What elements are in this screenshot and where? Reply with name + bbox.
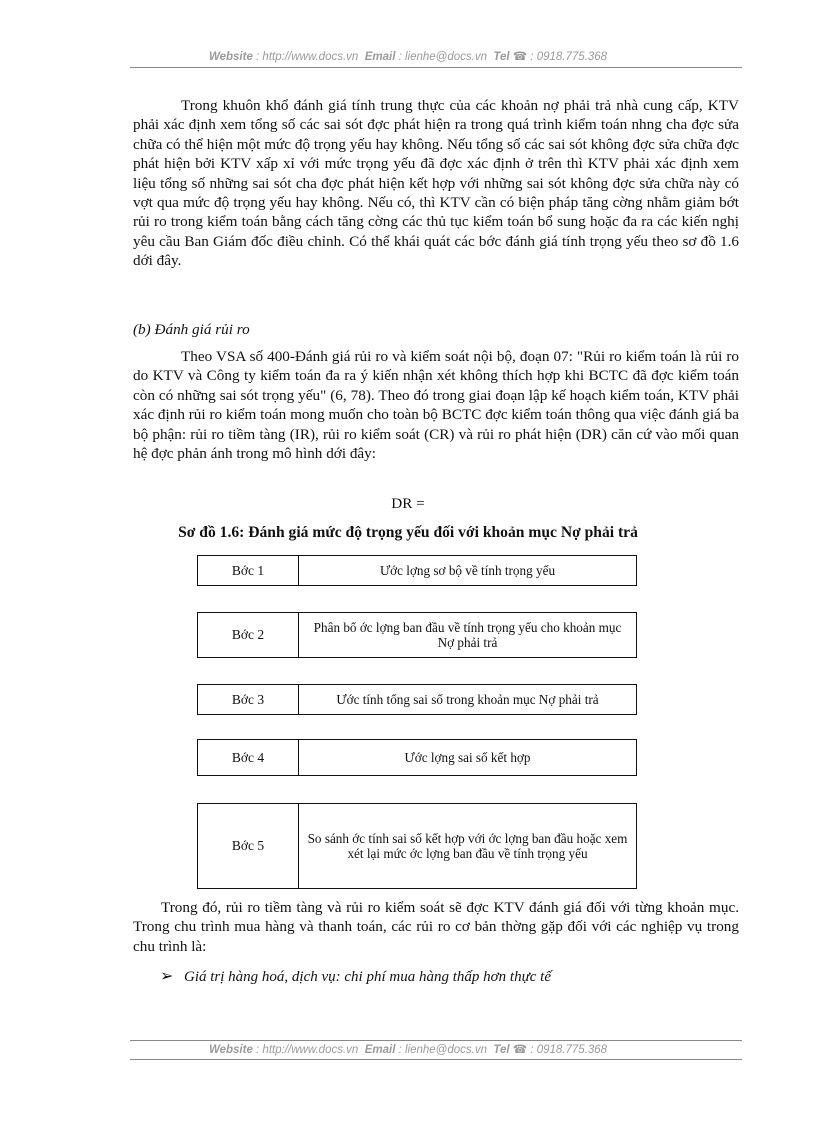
section-subheading: (b) Đánh giá rủi ro [133,321,250,338]
step-text: So sánh ớc tính sai số kết hợp với ớc lợng ban đầu hoặc xem xét lại mức ớc lợng ban đầu về tính trọng yếu [307,831,628,861]
footer-tel-value: ☎ : 0918.775.368 [512,1044,608,1056]
step-text: Phân bổ ớc lợng ban đầu về tính trọng yếu cho khoản mục Nợ phải trả [313,620,622,650]
diagram-step-5 [197,803,637,889]
step-label: Bớc 5 [198,804,299,888]
header-tel-value: ☎ : 0918.775.368 [512,51,608,63]
bullet-text: Giá trị hàng hoá, dịch vụ: chi phí mua hàng thấp hơn thực tế [184,969,551,985]
footer-rule-bottom [130,1059,742,1060]
footer-email-label: Email [364,1044,396,1056]
diagram-step-4 [197,739,637,776]
paragraph-materiality: Trong khuôn khổ đánh giá tính trung thực của các khoản nợ phải trả nhà cung cấp, KTV phải xác định xem tổng số các sai sót đợc phát hiện ra trong quá trình kiểm toán nhng cha đợc sửa chữa có thể hiện một mức độ trọng yếu hay không. Nếu tổng số các sai sót không đợc sửa chữa đợc phát hiện bởi KTV xấp xỉ với mức trọng yếu đã đợc xác định ở trên thì KTV phải xác định xem liệu tổng số những sai sót cha đợc phát hiện kết hợp với những sai sót không đợc sửa chữa này có vợt qua mức độ trọng yếu hay không. Nếu có, thì KTV cần có biện pháp tăng cờng nhằm giảm bớt rủi ro trong kiểm toán bằng cách tăng cờng các thủ tục kiểm toán bổ sung hoặc đa ra các kiến nghị yêu cầu Ban Giám đốc điều chỉnh. Có thể khái quát các bớc đánh giá tính trọng yếu theo sơ đồ 1.6 dới đây. [133,97,739,270]
step-text: Ước lợng sơ bộ về tính trọng yếu [379,563,556,578]
step-text: Ước lợng sai số kết hợp [404,750,531,765]
step-label: Bớc 4 [198,740,299,775]
step-label: Bớc 1 [198,556,299,585]
footer-rule-top [130,1040,742,1041]
header-email-label: Email [364,51,396,63]
page-footer [0,1042,816,1056]
header-email-value[interactable]: : lienhe@docs.vn [398,51,487,63]
page-header [0,49,816,63]
footer-tel-label: Tel [493,1044,510,1056]
diagram-step-2 [197,612,637,658]
bullet-item [160,966,551,986]
footer-website-label: Website [208,1044,253,1056]
header-website-label: Website [208,51,253,63]
header-tel-label: Tel [493,51,510,63]
step-label: Bớc 3 [198,685,299,714]
footer-website-value[interactable]: : http://www.docs.vn [256,1044,359,1056]
formula-dr: DR = [391,495,425,512]
header-rule [130,67,742,68]
step-label: Bớc 2 [198,613,299,657]
diagram-step-1 [197,555,637,586]
footer-email-value[interactable]: : lienhe@docs.vn [398,1044,487,1056]
diagram-title: Sơ đồ 1.6: Đánh giá mức độ trọng yếu đối với khoản mục Nợ phải trả [178,524,638,541]
arrow-bullet-icon: ➢ [160,966,174,985]
paragraph-inherent-risk: Trong đó, rủi ro tiềm tàng và rủi ro kiểm soát sẽ đợc KTV đánh giá đối với từng khoản mục. Trong chu trình mua hàng và thanh toán, các rủi ro cơ bản thờng gặp đối với các nghiệp vụ trong chu trình là: [133,899,739,955]
diagram-step-3 [197,684,637,715]
step-text: Ước tính tổng sai số trong khoản mục Nợ phải trả [336,692,599,707]
header-website-value[interactable]: : http://www.docs.vn [256,51,359,63]
paragraph-risk: Theo VSA số 400-Đánh giá rủi ro và kiểm soát nội bộ, đoạn 07: "Rủi ro kiểm toán là rủi ro do KTV và Công ty kiểm toán đa ra ý kiến nhận xét không thích hợp khi BCTC đã đợc kiểm toán còn có những sai sót trọng yếu" (6, 78). Theo đó trong giai đoạn lập kế hoạch kiểm toán, KTV phải xác định rủi ro kiểm toán mong muốn cho toàn bộ BCTC đợc kiểm toán thông qua việc đánh giá ba bộ phận: rủi ro tiềm tàng (IR), rủi ro kiểm soát (CR) và rủi ro phát hiện (DR) căn cứ vào mối quan hệ đợc phản ánh trong mô hình dới đây: [133,348,739,463]
